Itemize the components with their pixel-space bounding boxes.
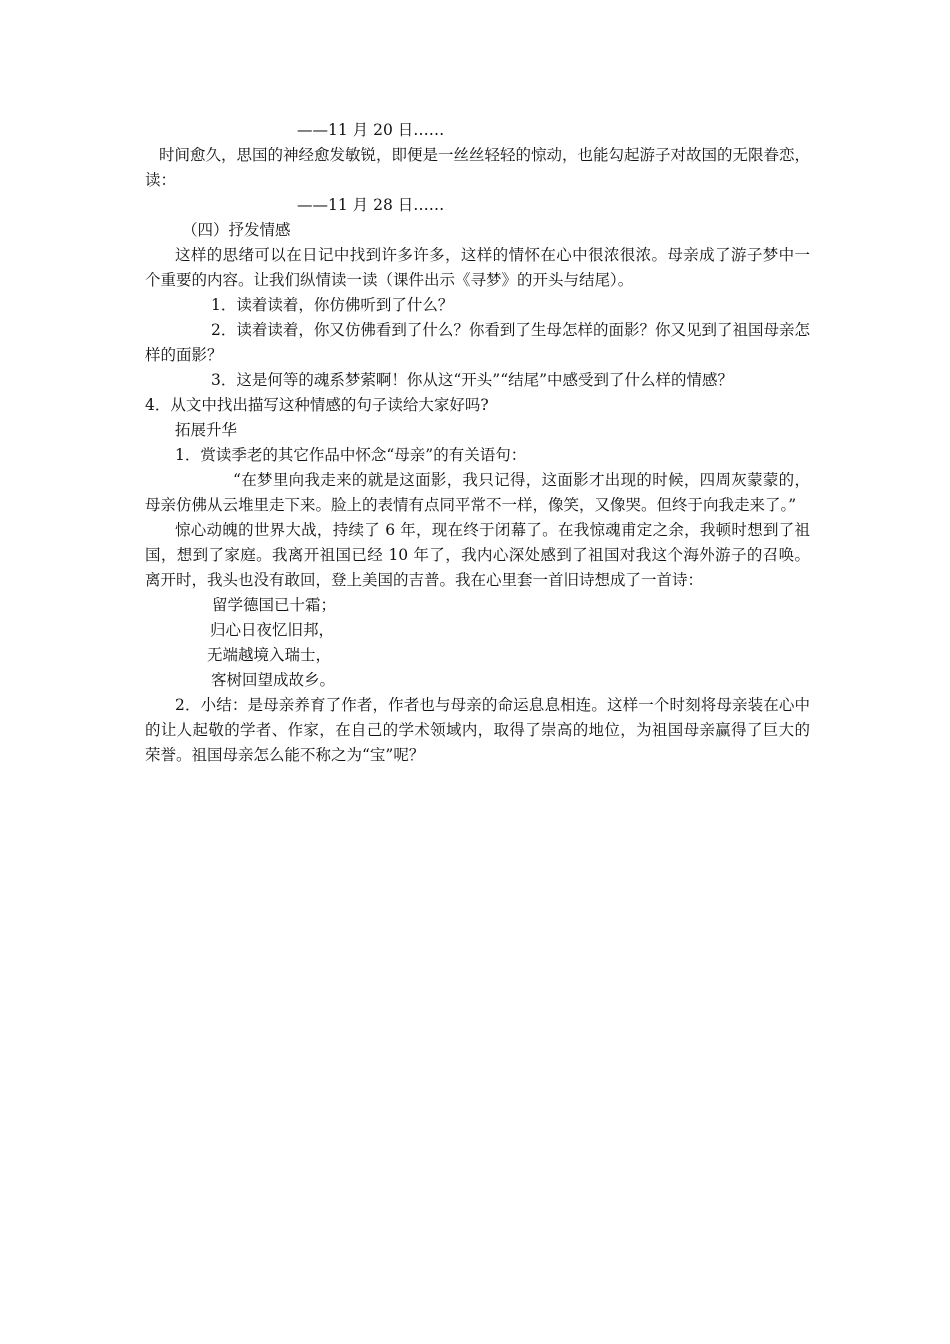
paragraph-mother-dream: 这样的思绪可以在日记中找到许多许多，这样的情怀在心中很浓很浓。母亲成了游子梦中一个重要的内容。让我们纵情读一读（课件出示《寻梦》的开头与结尾）。 [145, 246, 810, 289]
paragraph-homesick: 时间愈久，思国的神经愈发敏锐，即便是一丝丝轻轻的惊动，也能勾起游子对故国的无限眷恋，读： [145, 146, 811, 189]
question-2: 2．读着读着，你又仿佛看到了什么？你看到了生母怎样的面影？你又见到了祖国母亲怎样的面影？ [145, 321, 810, 364]
extension-item-1: 1．赏读季老的其它作品中怀念“母亲”的有关语句： [175, 446, 527, 464]
summary-paragraph: 2．小结：是母亲养育了作者，作者也与母亲的命运息息相连。这样一个时刻将母亲装在心中的让人起敬的学者、作家，在自己的学术领域内，取得了崇高的地位，为祖国母亲赢得了巨大的荣誉。祖国母亲怎么能不称之为“宝”呢？ [145, 696, 810, 764]
extension-heading: 拓展升华 [175, 421, 238, 439]
question-1: 1．读着读着，你仿佛听到了什么？ [211, 296, 454, 314]
quoted-passage: “在梦里向我走来的就是这面影，我只记得，这面影才出现的时候，四周灰蒙蒙的，母亲仿佛从云堆里走下来。脸上的表情有点同平常不一样，像笑，又像哭。但终于向我走来了。” [145, 471, 810, 514]
diary-date-nov-20: ——11 月 20 日…… [297, 121, 445, 139]
poem-line-3: 无端越境入瑞士， [207, 646, 332, 664]
paragraph-world-war: 惊心动魄的世界大战，持续了 6 年，现在终于闭幕了。在我惊魂甫定之余，我顿时想到了祖国，想到了家庭。我离开祖国已经 10 年了，我内心深处感到了祖国对我这个海外游子的召唤。离开时，我头也没有敢回，登上美国的吉普。我在心里套一首旧诗想成了一首诗： [145, 521, 810, 589]
diary-date-nov-28: ——11 月 28 日…… [297, 196, 445, 214]
poem-line-1: 留学德国已十霜； [212, 596, 337, 614]
question-4: 4．从文中找出描写这种情感的句子读给大家好吗? [145, 396, 489, 414]
question-3: 3．这是何等的魂系梦萦啊！你从这“开头”“结尾”中感受到了什么样的情感？ [211, 371, 734, 389]
section-4-heading: （四）抒发情感 [182, 221, 291, 239]
document-body [145, 118, 810, 768]
poem-line-2: 归心日夜忆旧邦， [210, 621, 335, 639]
poem-line-4: 客树回望成故乡。 [211, 671, 336, 689]
